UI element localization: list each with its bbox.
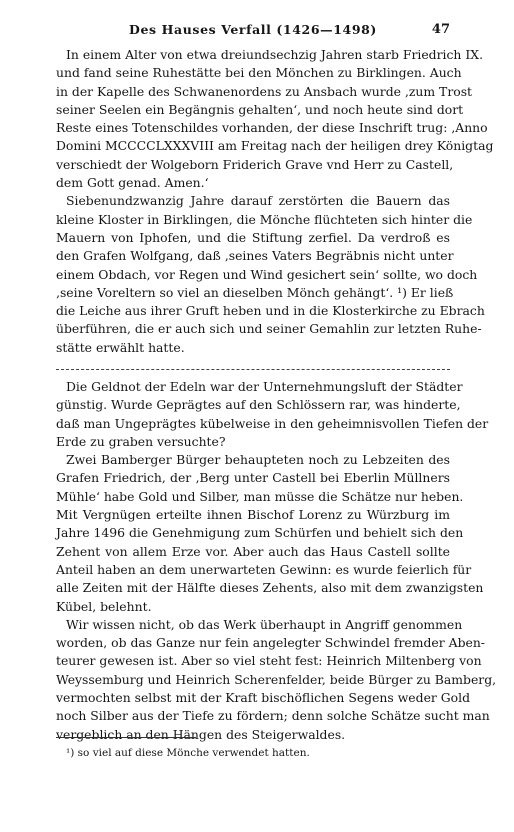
page-number: 47 xyxy=(431,22,450,37)
text-line: einem Obdach, vor Regen und Wind gesichert sein‘ sollte, wo doch xyxy=(56,266,478,282)
page-header xyxy=(56,22,450,38)
text-line: noch Silber aus der Tiefe zu fördern; denn solche Schätze sucht man xyxy=(56,708,490,724)
text-line: Die Geldnot der Edeln war der Unternehmungsluft der Städter xyxy=(66,379,463,394)
text-line: Kübel, belehnt. xyxy=(56,598,152,614)
text-line: Mit Vergnügen erteilte ihnen Bischof Lorenz zu Würzburg im xyxy=(56,507,450,523)
text-line: Reste eines Totenschildes vorhanden, der diese Inschrift trug: ‚Anno xyxy=(56,120,488,136)
text-line: Erde zu graben versuchte? xyxy=(56,433,226,449)
section-2 xyxy=(56,378,497,744)
text-line: in der Kapelle des Schwanenordens zu Ansbach wurde ‚zum Trost xyxy=(56,83,473,99)
section-1 xyxy=(56,46,494,357)
text-line: verschiedt der Wolgeborn Friderich Grave vnd Herr zu Castell, xyxy=(56,156,454,172)
text-line: worden, ob das Ganze nur fein angelegter Schwindel fremder Aben- xyxy=(56,635,485,651)
section-divider xyxy=(56,369,450,371)
text-line: und fand seine Ruhestätte bei den Mönchen zu Birklingen. Auch xyxy=(56,65,462,81)
text-line: ‚seine Voreltern so viel an dieselben Mönch gehängt‘. ¹) Er ließ xyxy=(56,284,454,300)
text-line: Weyssemburg und Heinrich Scherenfelder, beide Bürger zu Bamberg, xyxy=(56,671,497,687)
text-line: dem Gott genad. Amen.‘ xyxy=(56,175,209,191)
text-line: kleine Kloster in Birklingen, die Mönche flüchteten sich hinter die xyxy=(56,211,473,227)
footnote-rule xyxy=(56,737,196,738)
text-line: überführen, die er auch sich und seiner Gemahlin zur letzten Ruhe- xyxy=(56,321,482,337)
running-title: Des Hauses Verfall (1426—1498) xyxy=(129,22,377,37)
text-line: Wir wissen nicht, ob das Werk überhaupt in Angriff genommen xyxy=(66,616,463,632)
text-line: daß man Ungeprägtes kübelweise in den geheimnisvollen Tiefen der xyxy=(56,415,489,431)
text-line: den Grafen Wolfgang, daß ‚seines Vaters Begräbnis nicht unter xyxy=(56,248,454,264)
footnote: ¹) so viel auf diese Mönche verwendet hatten. xyxy=(66,747,310,759)
text-line: vermochten selbst mit der Kraft bischöflichen Segens weder Gold xyxy=(56,690,471,706)
text-line: seiner Seelen ein Begängnis gehalten‘, und noch heute sind dort xyxy=(56,101,464,117)
text-line: Siebenundzwanzig Jahre darauf zerstörten die Bauern das xyxy=(66,193,450,209)
text-line: stätte erwählt hatte. xyxy=(56,339,185,355)
text-line: Zehent von allem Erze vor. Aber auch das Haus Castell sollte xyxy=(56,543,450,559)
text-line: die Leiche aus ihrer Gruft heben und in die Klosterkirche zu Ebrach xyxy=(56,303,485,319)
text-line: Mühle‘ habe Gold und Silber, man müsse die Schätze nur heben. xyxy=(56,488,464,504)
text-line: Jahre 1496 die Genehmigung zum Schürfen und behielt sich den xyxy=(56,525,464,541)
text-line: Mauern von Iphofen, und die Stiftung zerfiel. Da verdroß es xyxy=(56,229,450,245)
text-line: günstig. Wurde Geprägtes auf den Schlössern rar, was hinderte, xyxy=(56,397,461,413)
text-line: Domini MCCCCLXXXVIII am Freitag nach der heiligen drey Königtag xyxy=(56,138,494,154)
text-line: teurer gewesen ist. Aber so viel steht fest: Heinrich Miltenberg von xyxy=(56,653,482,669)
text-line: alle Zeiten mit der Hälfte dieses Zehents, also mit dem zwanzigsten xyxy=(56,580,484,596)
text-line: In einem Alter von etwa dreiundsechzig Jahren starb Friedrich IX. xyxy=(66,47,484,62)
text-line: Zwei Bamberger Bürger behaupteten noch zu Lebzeiten des xyxy=(66,452,450,468)
text-line: Grafen Friedrich, der ‚Berg unter Castell bei Eberlin Müllners xyxy=(56,470,450,486)
text-line: Anteil haben an dem unerwarteten Gewinn: es wurde feierlich für xyxy=(56,561,472,577)
text-line: vergeblich an den Hängen des Steigerwaldes. xyxy=(56,726,346,742)
